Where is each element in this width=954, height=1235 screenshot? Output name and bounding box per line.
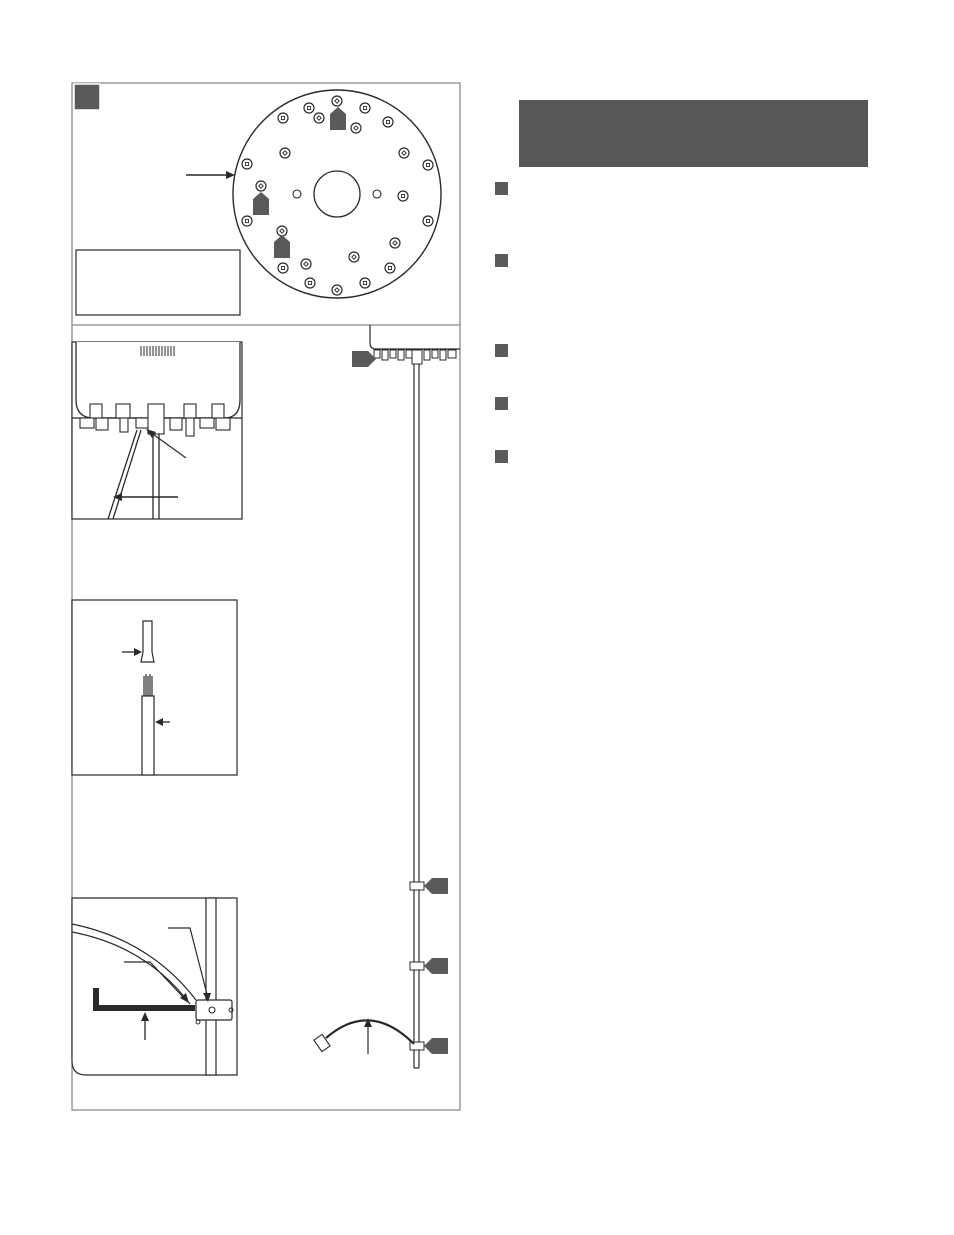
hanging-rod-overview	[314, 325, 460, 1068]
wire-strip-detail	[72, 600, 237, 775]
callout-tag-icon	[424, 878, 448, 894]
callout-tag-icon	[424, 1038, 448, 1054]
step-number-badge-icon	[74, 84, 100, 110]
canopy-fittings-detail	[72, 342, 242, 519]
label-box	[76, 250, 240, 315]
callout-tag-icon	[424, 958, 448, 974]
callout-tag-icon	[352, 351, 376, 367]
clamp-screw-detail	[72, 898, 237, 1075]
